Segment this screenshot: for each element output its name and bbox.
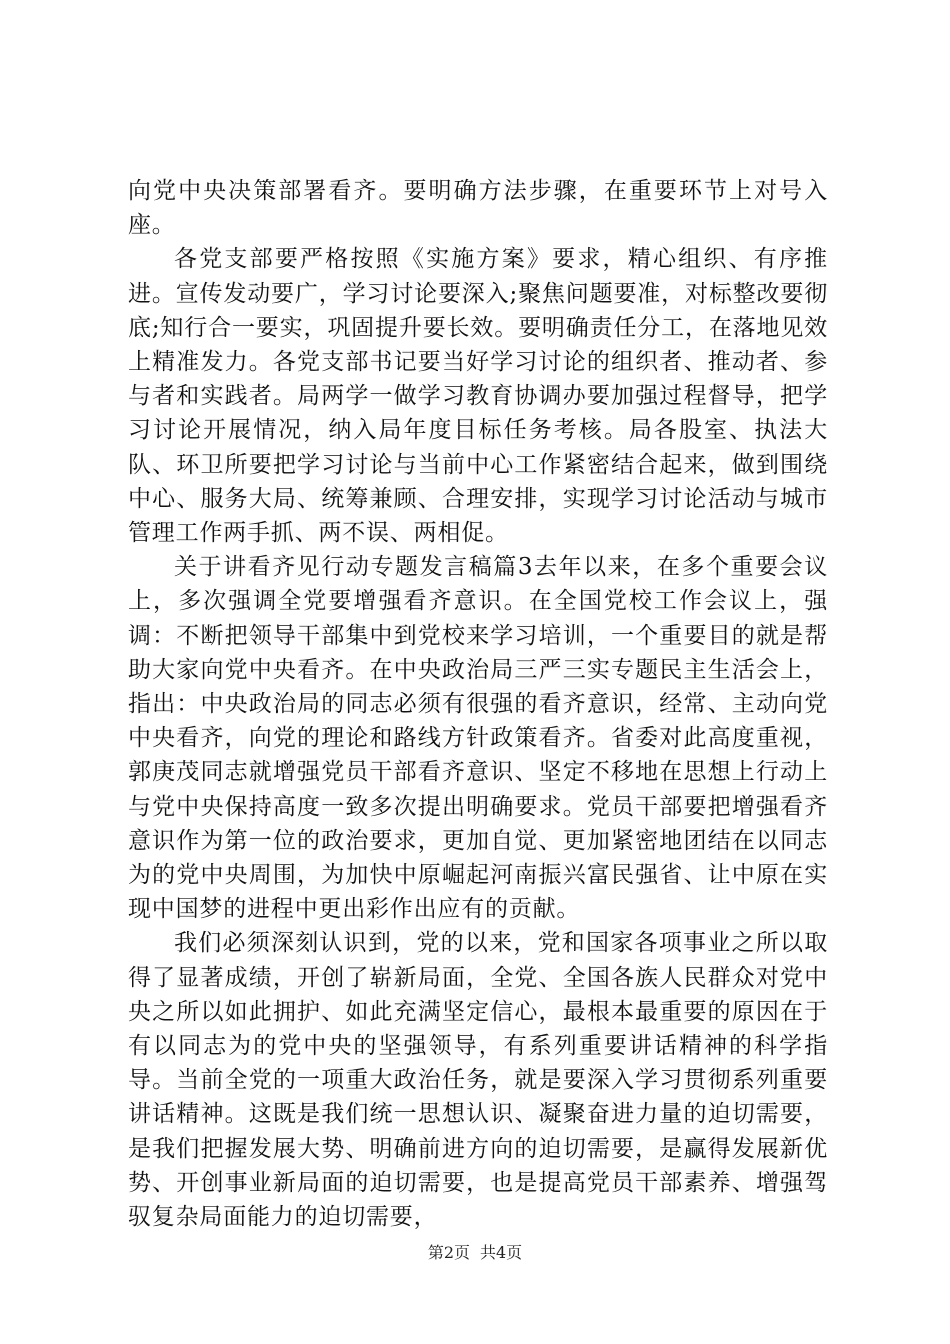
paragraph: 我们必须深刻认识到，党的以来，党和国家各项事业之所以取得了显著成绩，开创了崭新局面，全党、全国各族人民群众对党中央之所以如此拥护、如此充满坚定信心，最根本最重要的原因在于有以同志为的党中央的坚强领导，有系列重要讲话精神的科学指导。当前全党的一项重大政治任务，就是要深入学习贯彻系列重要讲话精神。这既是我们统一思想认识、凝聚奋进力量的迫切需要，是我们把握发展大势、明确前进方向的迫切需要，是赢得发展新优势、开创事业新局面的迫切需要，也是提高党员干部素养、增强驾驭复杂局面能力的迫切需要，	[128, 930, 828, 1231]
page-footer	[0, 1243, 950, 1263]
paragraph: 向党中央决策部署看齐。要明确方法步骤，在重要环节上对号入座。	[128, 178, 828, 239]
paragraph: 关于讲看齐见行动专题发言稿篇3去年以来，在多个重要会议上，多次强调全党要增强看齐意识。在全国党校工作会议上，强调：不断把领导干部集中到党校来学习培训，一个重要目的就是帮助大家向党中央看齐。在中央政治局三严三实专题民主生活会上，指出：中央政治局的同志必须有很强的看齐意识，经常、主动向党中央看齐，向党的理论和路线方针政策看齐。省委对此高度重视，郭庚茂同志就增强党员干部看齐意识、坚定不移地在思想上行动上与党中央保持高度一致多次提出明确要求。党员干部要把增强看齐意识作为第一位的政治要求，更加自觉、更加紧密地团结在以同志为的党中央周围，为加快中原崛起河南振兴富民强省、让中原在实现中国梦的进程中更出彩作出应有的贡献。	[128, 554, 828, 923]
paragraph: 各党支部要严格按照《实施方案》要求，精心组织、有序推进。宣传发动要广，学习讨论要深入;聚焦问题要准，对标整改要彻底;知行合一要实，巩固提升要长效。要明确责任分工，在落地见效上精准发力。各党支部书记要当好学习讨论的组织者、推动者、参与者和实践者。局两学一做学习教育协调办要加强过程督导，把学习讨论开展情况，纳入局年度目标任务考核。局各股室、执法大队、环卫所要把学习讨论与当前中心工作紧密结合起来，做到围绕中心、服务大局、统筹兼顾、合理安排，实现学习讨论活动与城市管理工作两手抓、两不误、两相促。	[128, 246, 828, 547]
page-total: 共4页	[480, 1243, 523, 1262]
page-number: 第2页	[427, 1243, 470, 1262]
document-body	[128, 174, 828, 1234]
